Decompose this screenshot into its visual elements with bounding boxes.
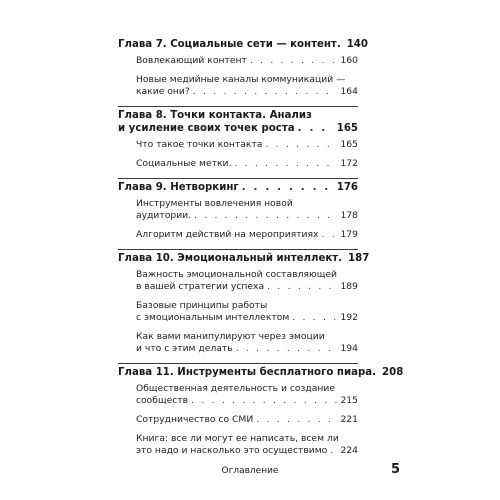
dot-leader bbox=[194, 210, 337, 222]
page-number: 5 bbox=[390, 462, 400, 477]
chapter-page-number: 187 bbox=[348, 253, 370, 264]
toc-entry-line bbox=[136, 445, 358, 457]
chapter-page-number: 208 bbox=[382, 367, 404, 378]
dot-leader bbox=[265, 139, 337, 151]
running-footer-label: Оглавление bbox=[221, 466, 279, 476]
toc-entry bbox=[118, 139, 358, 158]
chapter-title: Глава 10. Эмоциональный интеллект. bbox=[118, 253, 343, 264]
toc-entry bbox=[118, 383, 358, 414]
toc-entry-line bbox=[136, 74, 358, 86]
toc-entry-line bbox=[136, 158, 358, 170]
chapter-heading bbox=[118, 38, 368, 55]
toc-entry bbox=[118, 55, 358, 74]
entry-page-number: 224 bbox=[340, 445, 358, 456]
chapter-page-number: 140 bbox=[346, 39, 368, 50]
toc-entry-line bbox=[136, 86, 358, 98]
entry-title: Важность эмоциональной составляющей bbox=[136, 269, 337, 280]
chapter-page-number: 165 bbox=[336, 123, 358, 134]
entry-page-number: 189 bbox=[340, 281, 358, 292]
dot-leader bbox=[267, 281, 337, 293]
toc-entry-line bbox=[136, 312, 358, 324]
chapter-heading bbox=[118, 181, 358, 198]
entry-title: Что такое точки контакта bbox=[136, 139, 263, 150]
toc-chapter bbox=[118, 109, 358, 177]
entry-title: Вовлекающий контент bbox=[136, 55, 247, 66]
dot-leader bbox=[330, 445, 337, 457]
dot-leader bbox=[242, 181, 334, 194]
toc-entry bbox=[118, 198, 358, 229]
chapter-heading-line bbox=[118, 366, 404, 379]
toc-chapter bbox=[118, 38, 368, 105]
toc-entry bbox=[118, 433, 358, 464]
entry-title: с эмоциональным интеллектом bbox=[136, 312, 290, 323]
toc-entry bbox=[118, 229, 358, 248]
entry-title: и что с этим делать bbox=[136, 343, 233, 354]
chapter-heading-line bbox=[118, 252, 370, 265]
chapter-heading bbox=[118, 366, 404, 383]
chapter-heading bbox=[118, 252, 370, 269]
entry-page-number: 164 bbox=[340, 86, 358, 97]
dot-leader bbox=[234, 158, 337, 170]
entry-title: Алгоритм действий на мероприятиях bbox=[136, 229, 319, 240]
toc-entry-line bbox=[136, 55, 358, 67]
entry-title: Книга: все ли могут ее написать, всем ли bbox=[136, 433, 339, 444]
entry-page-number: 221 bbox=[340, 414, 358, 425]
entry-title: Базовые принципы работы bbox=[136, 300, 268, 311]
toc-chapter bbox=[118, 366, 404, 464]
toc-entry bbox=[118, 300, 358, 331]
toc-entry-line bbox=[136, 269, 358, 281]
entry-title: какие они? bbox=[136, 86, 190, 97]
chapter-title: Глава 9. Нетворкинг bbox=[118, 182, 239, 193]
dot-leader bbox=[191, 395, 337, 407]
entry-title: Новые медийные каналы коммуникаций — bbox=[136, 74, 346, 85]
table-of-contents bbox=[118, 38, 404, 464]
toc-entry bbox=[118, 414, 358, 433]
entry-title: в вашей стратегии успеха bbox=[136, 281, 265, 292]
toc-entry bbox=[118, 331, 358, 362]
toc-entry bbox=[118, 158, 358, 177]
entry-title: аудитории. bbox=[136, 210, 192, 221]
entry-title: Социальные метки. bbox=[136, 158, 232, 169]
toc-entry-line bbox=[136, 281, 358, 293]
toc-entry bbox=[118, 74, 358, 105]
toc-chapter bbox=[118, 181, 358, 248]
entry-title: Сотрудничество со СМИ bbox=[136, 414, 254, 425]
entry-page-number: 178 bbox=[340, 210, 358, 221]
entry-title: Инструменты вовлечения новой bbox=[136, 198, 293, 209]
chapter-title: Глава 11. Инструменты бесплатного пиара. bbox=[118, 367, 377, 378]
toc-entry-line bbox=[136, 414, 358, 426]
chapter-title: и усиление своих точек роста bbox=[118, 123, 295, 134]
toc-entry-line bbox=[136, 343, 358, 355]
chapter-heading-line bbox=[118, 122, 358, 135]
entry-page-number: 172 bbox=[340, 158, 358, 169]
dot-leader bbox=[256, 414, 337, 426]
entry-page-number: 179 bbox=[340, 229, 358, 240]
entry-page-number: 160 bbox=[340, 55, 358, 66]
toc-entry-line bbox=[136, 383, 358, 395]
dot-leader bbox=[250, 55, 338, 67]
toc-entry bbox=[118, 269, 358, 300]
toc-entry-line bbox=[136, 331, 358, 343]
chapter-title: Глава 8. Точки контакта. Анализ bbox=[118, 110, 312, 121]
toc-chapter bbox=[118, 252, 370, 362]
toc-entry-line bbox=[136, 139, 358, 151]
entry-page-number: 215 bbox=[340, 395, 358, 406]
chapter-page-number: 176 bbox=[336, 182, 358, 193]
entry-page-number: 194 bbox=[340, 343, 358, 354]
entry-page-number: 192 bbox=[340, 312, 358, 323]
toc-entry-line bbox=[136, 198, 358, 210]
entry-page-number: 165 bbox=[340, 139, 358, 150]
chapter-title: Глава 7. Социальные сети — контент. bbox=[118, 39, 341, 50]
toc-entry-line bbox=[136, 229, 358, 241]
dot-leader bbox=[322, 229, 338, 241]
dot-leader bbox=[193, 86, 338, 98]
toc-entry-line bbox=[136, 433, 358, 445]
chapter-heading-line bbox=[118, 181, 358, 194]
entry-title: Общественная деятельность и создание bbox=[136, 383, 336, 394]
entry-title: сообществ bbox=[136, 395, 189, 406]
toc-entry-line bbox=[136, 210, 358, 222]
dot-leader bbox=[292, 312, 337, 324]
dot-leader bbox=[298, 122, 334, 135]
chapter-heading-line bbox=[118, 38, 368, 51]
entry-title: Как вами манипулируют через эмоции bbox=[136, 331, 325, 342]
dot-leader bbox=[236, 343, 338, 355]
chapter-heading-line bbox=[118, 109, 358, 122]
toc-entry-line bbox=[136, 300, 358, 312]
chapter-heading bbox=[118, 109, 358, 139]
toc-entry-line bbox=[136, 395, 358, 407]
entry-title: это надо и насколько это осуществимо bbox=[136, 445, 328, 456]
